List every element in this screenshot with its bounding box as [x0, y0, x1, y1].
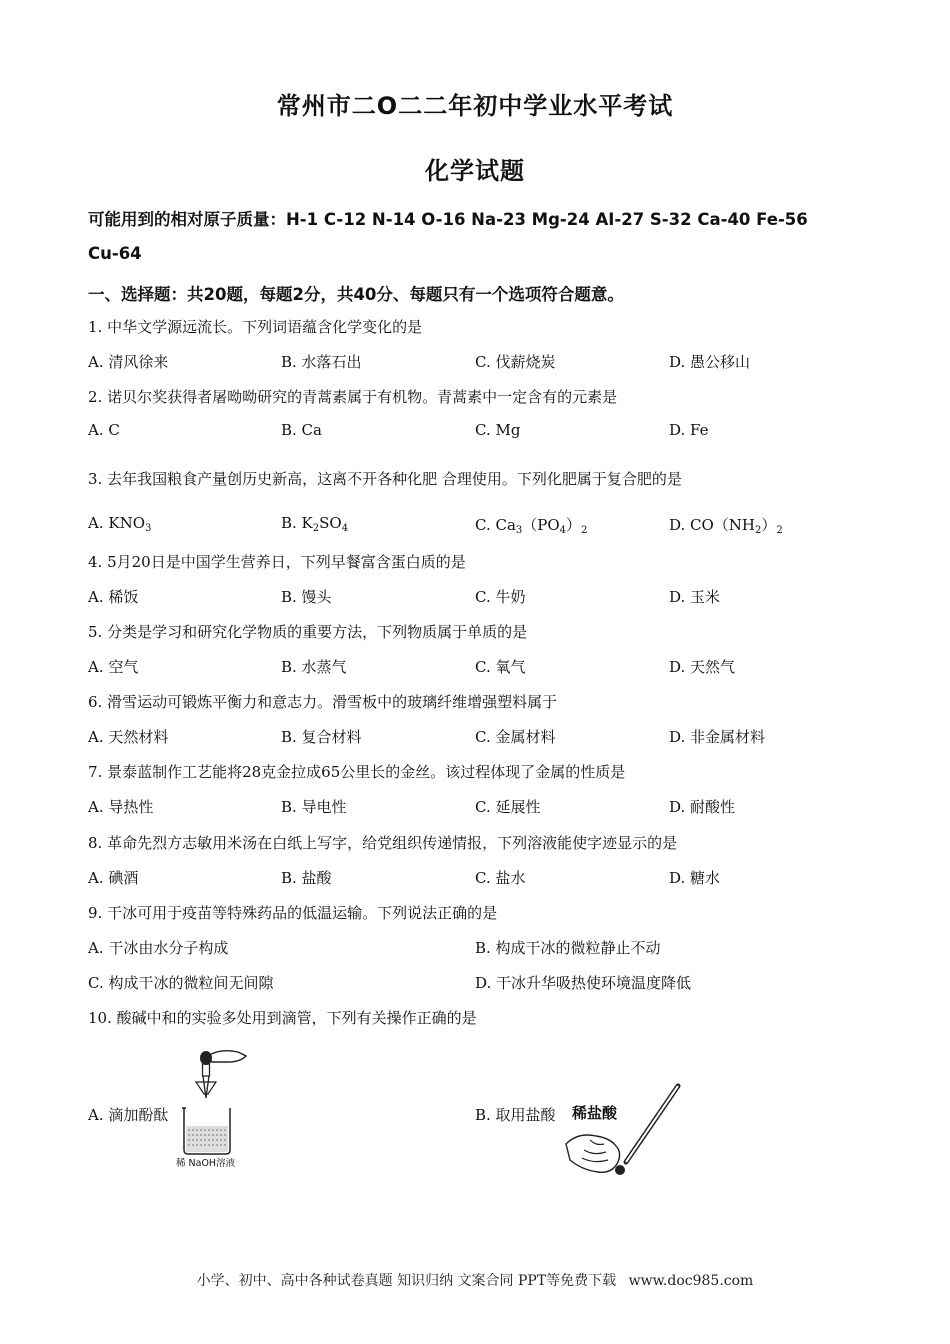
option-c: C. 盐水	[475, 869, 526, 887]
option-d: D. 耐酸性	[669, 798, 736, 816]
option-d: D. Fe	[669, 421, 709, 439]
question-stem: 10. 酸碱中和的实验多处用到滴管，下列有关操作正确的是	[88, 1009, 477, 1027]
question-stem: 5. 分类是学习和研究化学物质的重要方法，下列物质属于单质的是	[88, 623, 528, 641]
formula-subscript: 3	[515, 525, 523, 536]
option-a: A. 碘酒	[88, 869, 139, 887]
option-c: C. 伐薪烧炭	[475, 353, 556, 371]
beaker-label: 稀 NaOH溶液	[176, 1158, 236, 1169]
option-b: B. 水蒸气	[281, 658, 347, 676]
question-stem: 6. 滑雪运动可锻炼平衡力和意志力。滑雪板中的玻璃纤维增强塑料属于	[88, 693, 558, 711]
option-b: B. Ca	[281, 421, 322, 439]
formula-subscript: 3	[145, 523, 152, 534]
question-stem: 8. 革命先烈方志敏用米汤在白纸上写字，给党组织传递情报，下列溶液能使字迹显示的是	[88, 834, 678, 852]
option-b: B. 导电性	[281, 798, 347, 816]
option-b: B. 盐酸	[281, 869, 332, 887]
dropper-beaker-figure	[168, 1042, 258, 1172]
option-c: C. 牛奶	[475, 588, 526, 606]
option-a: A. 清风徐来	[88, 353, 169, 371]
section-heading: 一、选择题：共20题，每题2分，共40分、每题只有一个选项符合题意。	[88, 285, 624, 304]
option-c: C. 金属材料	[475, 728, 556, 746]
option-d	[669, 514, 783, 536]
option-c: C. 延展性	[475, 798, 541, 816]
formula-text: ）	[761, 516, 777, 534]
option-a: A. 天然材料	[88, 728, 169, 746]
option-d: D. 玉米	[669, 588, 721, 606]
option-c: C. 氧气	[475, 658, 526, 676]
formula-subscript: 2	[755, 525, 762, 536]
exam-subtitle: 化学试题	[425, 157, 525, 185]
question-stem: 9. 干冰可用于疫苗等特殊药品的低温运输。下列说法正确的是	[88, 904, 498, 922]
option-c: C. 构成干冰的微粒间无间隙	[88, 974, 274, 992]
option-c: C. Mg	[475, 421, 521, 439]
formula-text: C. Ca	[475, 516, 516, 534]
option-a	[88, 514, 151, 534]
formula-text: SO	[319, 514, 342, 532]
option-a: A. 空气	[88, 658, 139, 676]
option-a: A. 稀饭	[88, 588, 139, 606]
formula-text: B. K	[281, 514, 313, 532]
footer-link[interactable]: www.doc985.com	[628, 1273, 754, 1289]
option-d: D. 糖水	[669, 869, 721, 887]
question-stem: 2. 诺贝尔奖获得者屠呦呦研究的青蒿素属于有机物。青蒿素中一定含有的元素是	[88, 388, 618, 406]
question-stem: 1. 中华文学源远流长。下列词语蕴含化学变化的是	[88, 318, 423, 336]
atomic-masses-line1: 可能用到的相对原子质量：H-1 C-12 N-14 O-16 Na-23 Mg-24 AI-27 S-32 Ca-40 Fe-56	[88, 210, 808, 229]
option-a: A. C	[88, 421, 120, 439]
pipette-hand-figure	[560, 1080, 690, 1180]
option-d: D. 愚公移山	[669, 353, 751, 371]
option-b: B. 取用盐酸	[475, 1106, 556, 1124]
option-a: A. 干冰由水分子构成	[88, 939, 229, 957]
option-a: A. 导热性	[88, 798, 154, 816]
formula-subscript: 4	[559, 525, 567, 536]
exam-title: 常州市二O二二年初中学业水平考试	[276, 92, 674, 120]
option-d: D. 干冰升华吸热使环境温度降低	[475, 974, 692, 992]
formula-text: A. KNO	[88, 514, 145, 532]
atomic-masses-line2: Cu-64	[88, 244, 142, 263]
option-b: B. 馒头	[281, 588, 332, 606]
formula-subscript: 2	[312, 523, 320, 534]
option-d: D. 非金属材料	[669, 728, 766, 746]
formula-text: D. CO（NH	[669, 516, 756, 534]
formula-subscript: 4	[341, 523, 349, 534]
formula-subscript: 2	[776, 525, 783, 536]
formula-subscript: 2	[581, 525, 588, 536]
option-c	[475, 514, 587, 536]
formula-text: ）	[566, 516, 582, 534]
question-stem: 3. 去年我国粮食产量创历史新高，这离不开各种化肥 合理使用。下列化肥属于复合肥的是	[88, 470, 682, 488]
option-b	[281, 514, 348, 534]
option-b: B. 复合材料	[281, 728, 362, 746]
option-b: B. 水落石出	[281, 353, 362, 371]
option-d: D. 天然气	[669, 658, 736, 676]
acid-label: 稀盐酸	[572, 1104, 618, 1122]
footer	[0, 1270, 950, 1290]
formula-text: （PO	[522, 516, 560, 534]
option-b: B. 构成干冰的微粒静止不动	[475, 939, 661, 957]
question-stem: 4. 5月20日是中国学生营养日，下列早餐富含蛋白质的是	[88, 553, 466, 571]
option-a: A. 滴加酚酞	[88, 1106, 169, 1124]
question-stem: 7. 景泰蓝制作工艺能将28克金拉成65公里长的金丝。该过程体现了金属的性质是	[88, 763, 626, 781]
footer-text: 小学、初中、高中各种试卷真题 知识归纳 文案合同 PPT等免费下载	[196, 1273, 617, 1289]
